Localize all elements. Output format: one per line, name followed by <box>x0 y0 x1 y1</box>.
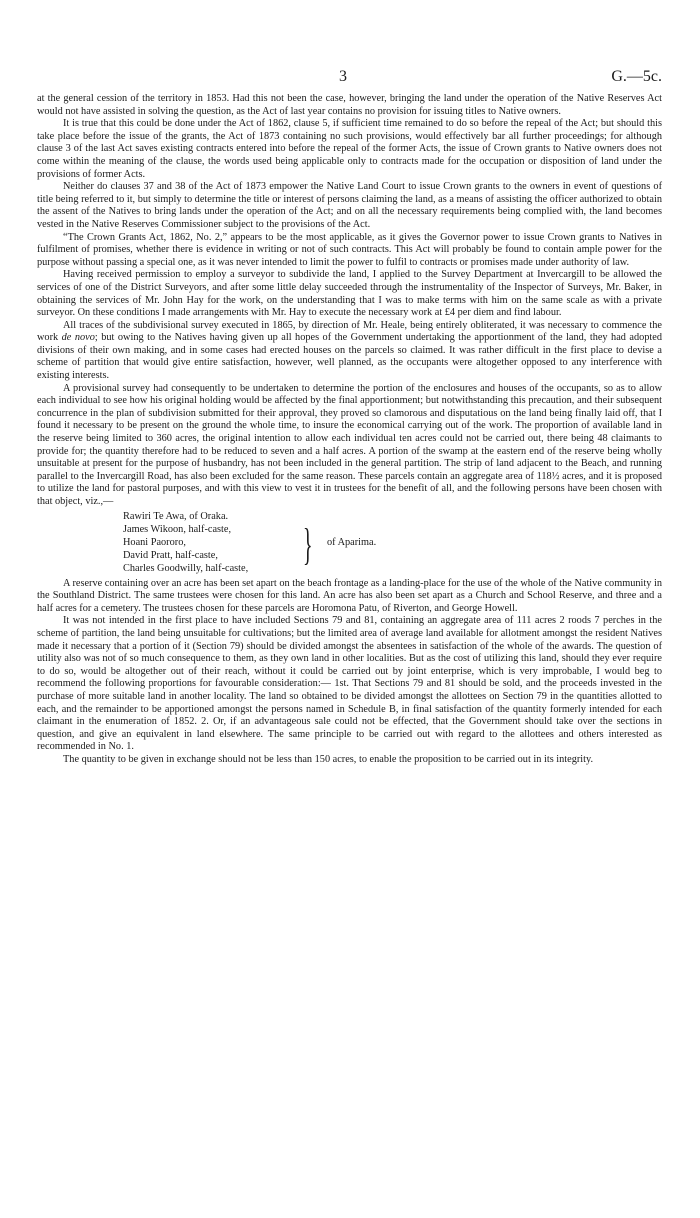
paragraph-6-text-b: ; but owing to the Natives having given up all hopes of the Government undertaking the apportionment of the land, they had adopted divisions of their own making, and in some cases had erected houses on the parcels so claimed. It was rather difficult in the first place to devise a scheme of partition that would give entire satisfaction, however, well planned, as the occupants were altogether opposed to any interference with existing interests. <box>37 332 662 382</box>
trustee-name: David Pratt, half-caste, <box>123 549 218 561</box>
paragraph-6-text-a: All traces of the subdivisional survey executed in 1865, by direction of Mr. Heale, being entirely obliterated, it was necessary to commence the work <box>37 319 662 344</box>
paragraph-1: at the general cession of the territory in 1853. Had this not been the case, however, bringing the land under the operation of the Native Reserves Act would not have assisted in solving the question, as the Act of last year contains no provision for issuing titles to Native owners. <box>37 93 662 117</box>
trustee-name: James Wikoon, half-caste, <box>123 523 232 535</box>
trustee-list <box>123 510 662 575</box>
paragraph-3: Neither do clauses 37 and 38 of the Act of 1873 empower the Native Land Court to issue Crown grants to the owners in event of questions of title being referred to it, but simply to determine the title or interest of persons claiming the land, as a means of assisting the officer authorized to obtain the assent of the Natives to bring lands under the operation of the Act; and on all the necessary requirements being complied with, the land becomes vested in the Native Reserves Commissioner subject to the provisions of the Act. <box>37 181 662 230</box>
paragraph-4: “The Crown Grants Act, 1862, No. 2,” appears to be the most applicable, as it gives the Governor power to issue Crown grants to Natives in fulfilment of promises, whether there is evidence in writing or not of such contracts. This Act will probably be found to contain ample power for the purpose without passing a special one, as it was never intended to limit the power to fulfil to contracts or promises made under authority of law. <box>37 231 662 268</box>
paragraph-10: The quantity to be given in exchange should not be less than 150 acres, to enable the proposition to be carried out in its integrity. <box>63 753 594 765</box>
paragraph-7: A provisional survey had consequently to be undertaken to determine the portion of the enclosures and houses of the occupants, so as to allow each individual to see how his original holding would be affected by the final apportionment; but notwithstanding this precaution, and their subsequent concurrence in the plan of subdivision submitted for their approval, they proved so clamorous and disputatious on the land being finally laid off, that I found it necessary to be present on the ground the whole time, to insure the economical carrying out of the work. The proportion of available land in the reserve being limited to 360 acres, the original intention to allow each individual ten acres could not be carried out, there being 48 claimants to provide for; the quantity therefore had to be reduced to seven and a half acres. A portion of the swamp at the eastern end of the reserve being wholly unsuitable at present for the purpose of husbandry, has not been included in the general partition. The strip of land adjacent to the Beach, and running parallel to the Invercargill Road, has also been excluded for the same reason. These parcels contain an aggregate area of 118½ acres, and it is proposed to utilize the land for pastoral purposes, and with this view to vest it in trustees for the benefit of all, and the following persons have been chosen with that object, viz.,— <box>37 382 662 507</box>
brace: } <box>303 519 313 569</box>
paragraph-9: It was not intended in the first place to have included Sections 79 and 81, containing an aggregate area of 111 acres 2 roods 7 perches in the scheme of partition, the land being unsuitable for cultivations; but the limited area of average land available for allotment amongst the resident Natives made it necessary that a portion of it (Section 79) should be divided amongst the absentees in satisfaction of the whole of the awards. The question of utility also was not of so much consequence to them, as they own land in other localities. But as the cost of utilizing this land, should they ever require to do so, would be altogether out of their reach, without it could be carried out by joint enterprise, which is very improbable, I would beg to recommend the following proportions for favourable consideration:— 1st. That Sections 79 and 81 should be sold, and the proceeds invested in the purchase of more suitable land in another locality. The land so obtained to be divided amongst the allottees on Section 79 in the quantities allotted to each, and the remainder to be apportioned amongst the persons named in Schedule B, in final satisfaction of the quantity formerly intended for each claimant in the enumeration of 1852. 2. Or, if an advantageous sale could not be effected, that the Government should take over the sections in question, and give an equivalent in land elsewhere. The same principle to be carried out with regard to the allottees and others interested as recommended in No. 1. <box>37 615 662 753</box>
paragraph-6-italic: de novo <box>61 332 95 344</box>
trustee-name: Rawiri Te Awa, of Oraka. <box>123 510 229 522</box>
trustee-name: Hoani Paororo, <box>123 536 186 548</box>
trustee-place: of Aparima. <box>327 536 377 548</box>
document-reference: G.—5c. <box>611 68 662 85</box>
paragraph-5: Having received permission to employ a surveyor to subdivide the land, I applied to the Survey Department at Invercargill to be allowed the services of one of the District Surveyors, and after some little delay succeeded through the instrumentality of the Inspector of Surveys, Mr. Baker, in obtaining the services of Mr. John Hay for the work, on the understanding that I was to make terms with him on the same scale as with a private surveyor. On these conditions I made arrangements with Mr. Hay to execute the necessary work at £4 per diem and find labour. <box>37 269 662 319</box>
paragraph-6 <box>37 320 662 383</box>
document-body <box>37 93 662 767</box>
page-number: 3 <box>339 68 347 85</box>
page-header <box>0 68 700 90</box>
paragraph-8: A reserve containing over an acre has been set apart on the beach frontage as a landing-place for the use of the whole of the Native community in the Southland District. The same trustees were chosen for this land. An acre has also been set apart as a Church and School Reserve, and three and a half acres for a cemetery. The trustees chosen for these parcels are Horomona Patu, of Riverton, and George Howell. <box>37 577 662 614</box>
trustee-name: Charles Goodwilly, half-caste, <box>123 562 249 574</box>
paragraph-2: It is true that this could be done under the Act of 1862, clause 5, if sufficient time remained to do so before the repeal of the Act; but should this take place before the issue of the grants, the Act of 1873 containing no such provisions, would effectively bar all further proceedings; for although clause 3 of the last Act saves existing contracts entered into before the repeal of the former Acts, the issue of Crown grants to Native owners does not come within the meaning of the clause, the words used being applicable only to contracts made for the occupation or disposition of land under the provisions of former Acts. <box>37 118 662 180</box>
